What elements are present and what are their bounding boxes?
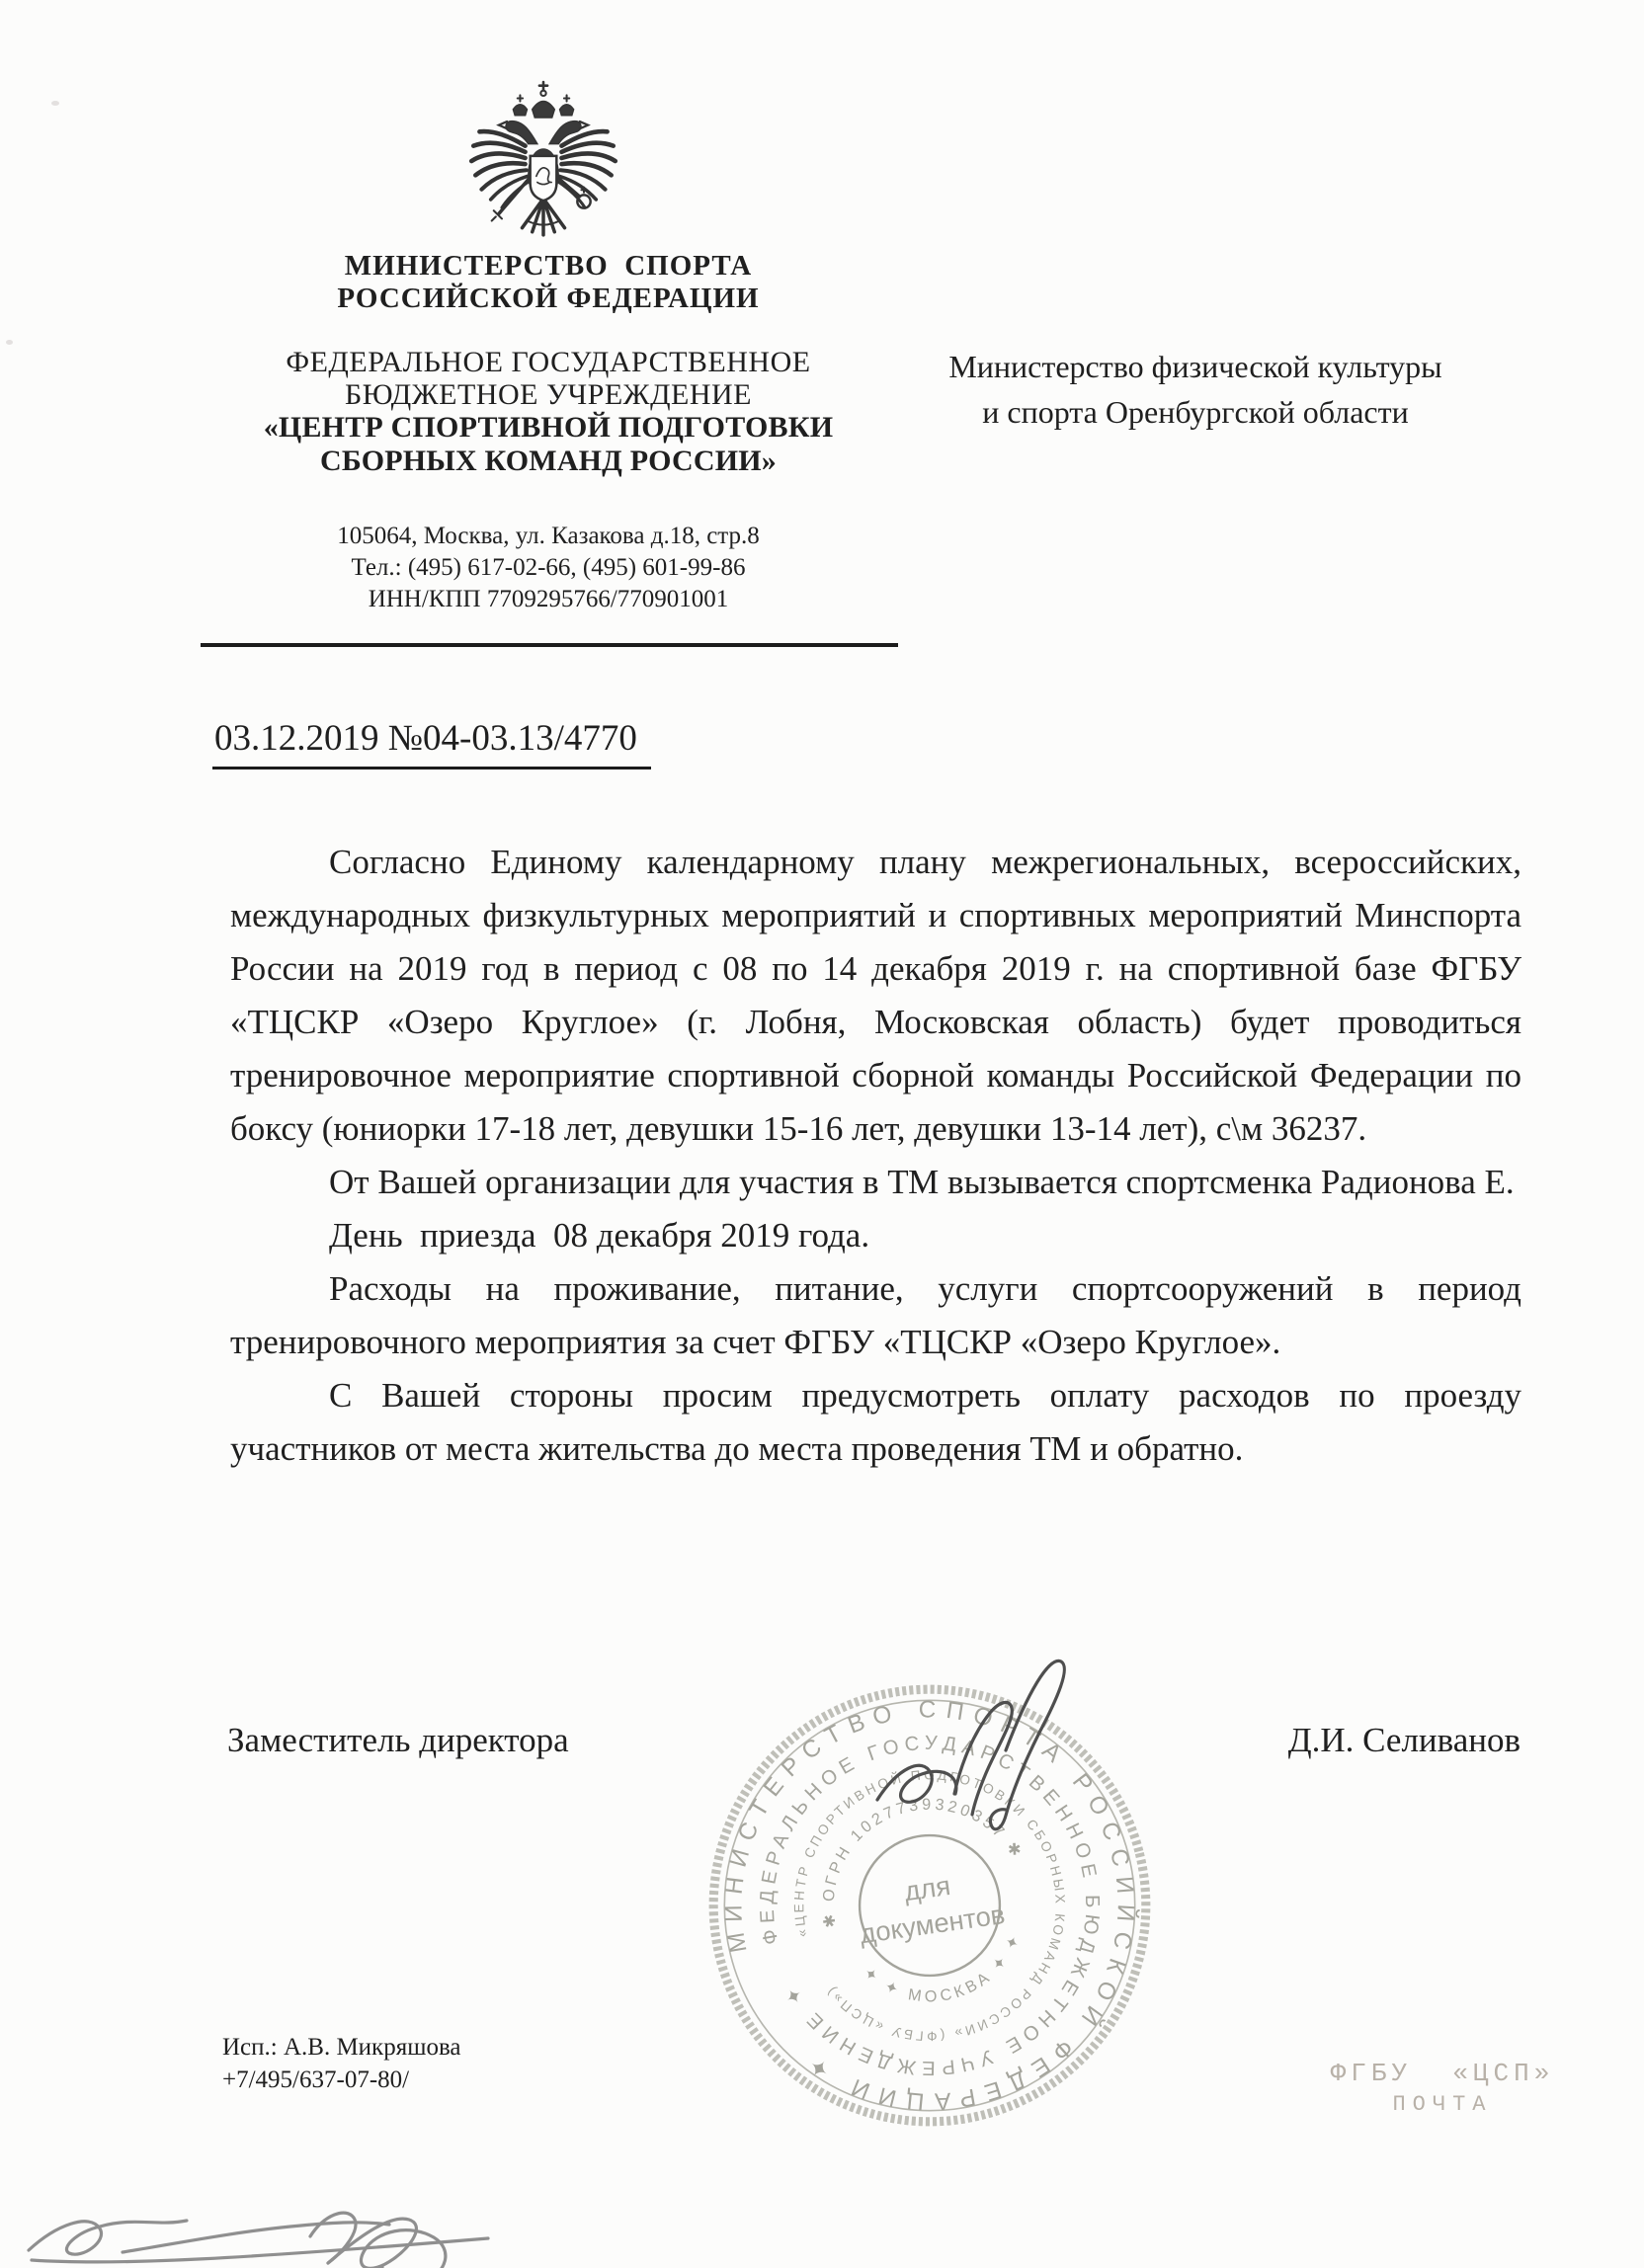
- address-line-3: ИНН/КПП 7709295766/770901001: [368, 586, 729, 612]
- address-line-2: Тел.: (495) 617-02-66, (495) 601-99-86: [351, 554, 746, 581]
- coat-of-arms-eagle-icon: [462, 79, 624, 241]
- stamp-ring-outer-text: МИНИСТЕРСТВО СПОРТА РОССИЙСКОЙ ФЕДЕРАЦИИ ✦: [720, 1696, 1139, 2115]
- body-paragraph: Согласно Единому календарному плану межрегиональных, всероссийских, международных физкультурных мероприятий и спортивных мероприятий Минспорта России на 2019 год в период с 08 по 14 декабря 2019 г. на спортивной базе ФГБУ «ТЦСКР «Озеро Круглое» (г. Лобня, Московская область) будет проводиться тренировочное мероприятие спортивной сборной команды Российской Федерации по боксу (юниорки 17-18 лет, девушки 15-16 лет, девушки 13-14 лет), с\м 36237.: [230, 843, 1521, 1148]
- postal-stamp-mail: ПОЧТА: [1392, 2092, 1493, 2117]
- letterhead-divider: [201, 643, 898, 647]
- stamp-ring-middle-text: ФЕДЕРАЛЬНОЕ ГОСУДАРСТВЕННОЕ БЮДЖЕТНОЕ УЧРЕЖДЕНИЕ ✦: [756, 1732, 1104, 2079]
- recipient-line-1: Министерство физической культуры: [948, 349, 1442, 384]
- executor-block: [222, 2031, 461, 2096]
- address-line-1: 105064, Москва, ул. Казакова д.18, стр.8: [337, 523, 760, 549]
- letterhead-organization: [203, 346, 894, 478]
- postal-stamp: [1314, 2057, 1571, 2120]
- stamp-center-line-2: документов: [858, 1899, 1007, 1950]
- recipient-block: [860, 344, 1531, 435]
- ministry-line-1: МИНИСТЕРСТВО СПОРТА: [344, 250, 753, 282]
- body-paragraph: С Вашей стороны просим предусмотреть оплату расходов по проезду участников от места жительства до места проведения ТМ и обратно.: [230, 1376, 1521, 1468]
- letterhead-address: [203, 521, 894, 615]
- reference-date-number: 03.12.2019 №04-03.13/4770: [212, 717, 651, 770]
- letterhead-ministry: [203, 250, 894, 315]
- scan-speck: [51, 101, 59, 106]
- signer-name: Д.И. Селиванов: [1287, 1721, 1521, 1759]
- recipient-line-2: и спорта Оренбургской области: [982, 394, 1409, 430]
- stamp-city-text: ✦ ✦ МОСКВА ✦ ✦: [860, 1929, 1026, 2006]
- letter-body: [230, 836, 1521, 1476]
- org-line-3: «ЦЕНТР СПОРТИВНОЙ ПОДГОТОВКИ: [263, 411, 834, 444]
- body-paragraph: Расходы на проживание, питание, услуги спортсооружений в период тренировочного мероприятия за счет ФГБУ «ТЦСКР «Озеро Круглое».: [230, 1269, 1521, 1361]
- executor-phone: +7/495/637-07-80/: [222, 2066, 410, 2093]
- org-line-4: СБОРНЫХ КОМАНД РОССИИ»: [320, 445, 777, 477]
- body-paragraph: День приезда 08 декабря 2019 года.: [329, 1216, 870, 1255]
- org-line-2: БЮДЖЕТНОЕ УЧРЕЖДЕНИЕ: [344, 378, 753, 411]
- stamp-ring-inner-text: «ЦЕНТР СПОРТИВНОЙ ПОДГОТОВКИ СБОРНЫХ КОМАНД РОССИИ» (ФГБУ «ЦСП»): [791, 1767, 1068, 2044]
- signer-position-title: Заместитель директора: [227, 1721, 569, 1759]
- ministry-line-2: РОССИЙСКОЙ ФЕДЕРАЦИИ: [337, 283, 760, 314]
- executor-name: Исп.: А.В. Микряшова: [222, 2034, 461, 2061]
- body-paragraph: От Вашей организации для участия в ТМ вызывается спортсменка Радионова Е.: [329, 1163, 1515, 1201]
- signature-scribble: [858, 1632, 1124, 1859]
- autograph-scribble: [14, 2151, 508, 2268]
- stamp-ogrn-text: ✱ ОГРН 1027739320357 ✱: [819, 1795, 1028, 1929]
- postal-stamp-org: ФГБУ «ЦСП»: [1330, 2059, 1555, 2088]
- scan-speck: [6, 340, 13, 345]
- stamp-center-line-1: для: [902, 1869, 952, 1907]
- org-line-1: ФЕДЕРАЛЬНОЕ ГОСУДАРСТВЕННОЕ: [286, 346, 811, 378]
